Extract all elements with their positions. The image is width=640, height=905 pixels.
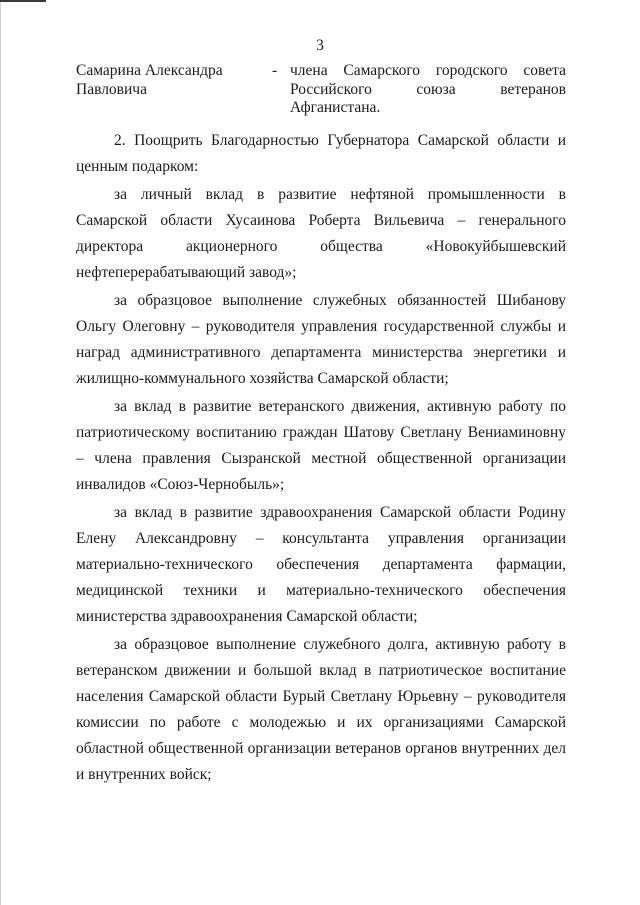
scan-edge-top bbox=[0, 0, 46, 2]
recipient-dash: - bbox=[272, 62, 278, 79]
paragraph-award-khusainov: за личный вклад в развитие нефтяной промышленности в Самарской области Хусаинова Роберта Вильевича – генерального директора акционерного общества «Новокуйбышевский нефтеперерабатывающий завод»; bbox=[76, 186, 566, 281]
paragraph-award-rodina: за вклад в развитие здравоохранения Самарской области Родину Елену Александровну – консультанта управления организации материально-технического обеспечения департамента фармации, медицинской техники и материально-технического обеспечения министерства здравоохранения Самарской области; bbox=[76, 504, 566, 625]
paragraph-award-buryi: за образцовое выполнение служебного долга, активную работу в ветеранском движении и большой вклад в патриотическое воспитание населения Самарской области Бурый Светлану Юрьевну – руководителя комиссии по работе с молодежью и их организациями Самарской областной общественной организации ветеранов органов внутренних дел и внутренних войск; bbox=[76, 636, 566, 783]
recipient-role: члена Самарского городского совета Российского союза ветеранов Афганистана. bbox=[290, 62, 566, 116]
page-number: 3 bbox=[316, 37, 324, 54]
paragraph-award-order: 2. Поощрить Благодарностью Губернатора Самарской области и ценным подарком: bbox=[76, 132, 566, 175]
paragraph-award-shibanova: за образцовое выполнение служебных обязанностей Шибанову Ольгу Олеговну – руководителя управления государственной службы и наград административного департамента министерства энергетики и жилищно-коммунального хозяйства Самарской области; bbox=[76, 292, 566, 387]
recipient-name: Самарина Александра Павловича bbox=[76, 62, 223, 98]
paragraph-award-shatova: за вклад в развитие ветеранского движения, активную работу по патриотическому воспитанию граждан Шатову Светлану Вениаминовну – члена правления Сызранской местной общественной организации инвалидов «Союз-Чернобыль»; bbox=[76, 398, 566, 493]
scan-edge-left bbox=[0, 0, 1, 905]
document-body bbox=[76, 128, 566, 788]
